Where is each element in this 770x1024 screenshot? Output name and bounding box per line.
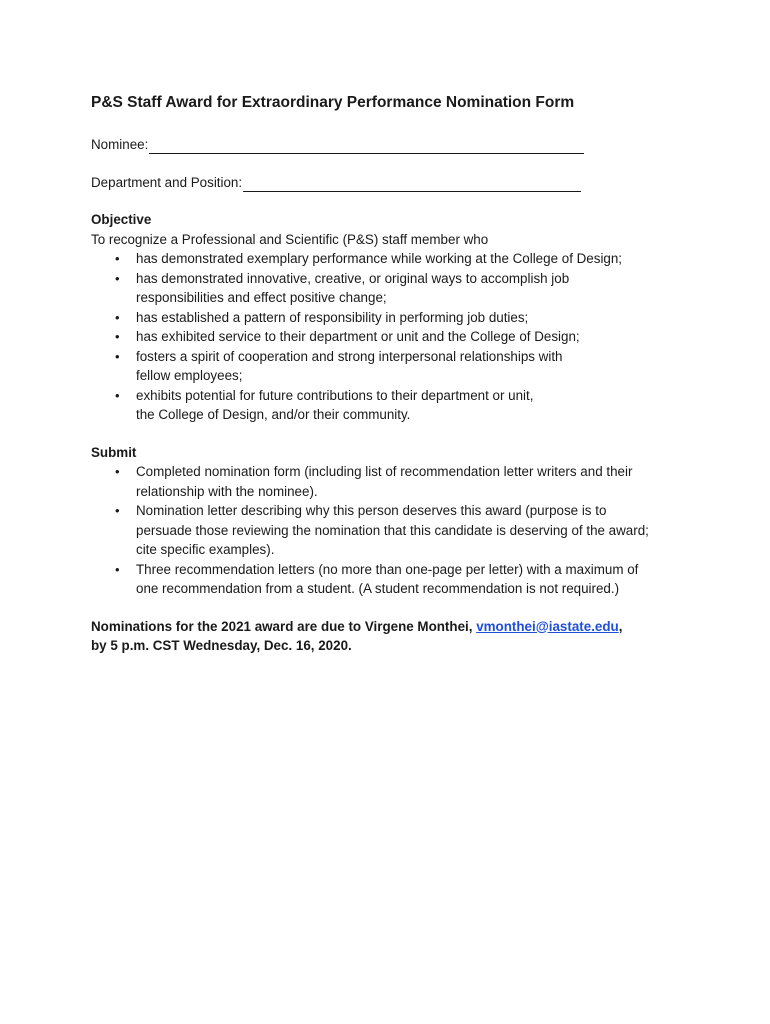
submit-item xyxy=(91,560,691,599)
deadline-line-1 xyxy=(91,617,691,637)
deadline-prefix: Nominations for the 2021 award are due to Virgene Monthei, xyxy=(91,618,477,634)
nominee-field xyxy=(91,134,691,154)
objective-item-line: responsibilities and effect positive change; xyxy=(136,290,387,305)
deadline-line-2: by 5 p.m. CST Wednesday, Dec. 16, 2020. xyxy=(91,638,352,653)
deadline-suffix: , xyxy=(618,618,623,634)
submit-item-line: one recommendation from a student. (A student recommendation is not required.) xyxy=(136,581,620,596)
objective-item-line: • fosters a spirit of cooperation and strong interpersonal relationships with xyxy=(136,348,563,364)
submit-item xyxy=(91,462,691,501)
objective-heading: Objective xyxy=(91,212,152,227)
objective-item xyxy=(91,269,691,308)
objective-item-line: • has established a pattern of responsibility in performing job duties; xyxy=(136,309,529,325)
objective-item xyxy=(91,386,691,425)
submit-item-line: • Nomination letter describing why this person deserves this award (purpose is to xyxy=(136,503,607,518)
submit-item-line: cite specific examples). xyxy=(136,542,275,557)
objective-item-line: • has demonstrated innovative, creative, or original ways to accomplish job xyxy=(136,270,570,286)
submit-item xyxy=(91,501,691,560)
submit-item-line: persuade those reviewing the nomination that this candidate is deserving of the award; xyxy=(136,522,649,538)
deadline-notice xyxy=(91,617,691,656)
objective-item-line: • has exhibited service to their department or unit and the College of Design; xyxy=(136,329,580,344)
objective-item-line: the College of Design, and/or their community. xyxy=(136,407,411,422)
document-page xyxy=(91,92,691,656)
submit-heading: Submit xyxy=(91,444,137,460)
submit-item-line: relationship with the nominee). xyxy=(136,483,318,499)
objective-item xyxy=(91,308,691,328)
submit-item-line: • Completed nomination form (including list of recommendation letter writers and their xyxy=(136,464,633,479)
nominee-label: Nominee: xyxy=(91,136,149,152)
objective-section xyxy=(91,210,691,425)
objective-item xyxy=(91,327,691,347)
nominee-blank-line[interactable] xyxy=(149,139,584,154)
form-title: P&S Staff Award for Extraordinary Performance Nomination Form xyxy=(91,94,575,111)
objective-item xyxy=(91,347,691,386)
submit-section xyxy=(91,443,691,599)
department-label: Department and Position: xyxy=(91,174,243,190)
submit-list xyxy=(91,462,691,599)
objective-item xyxy=(91,249,691,269)
objective-item-line: • exhibits potential for future contributions to their department or unit, xyxy=(136,387,534,403)
department-blank-line[interactable] xyxy=(243,177,581,192)
contact-email-link[interactable]: vmonthei@iastate.edu xyxy=(476,618,619,634)
objective-list xyxy=(91,249,691,425)
objective-item-line: • has demonstrated exemplary performance while working at the College of Design; xyxy=(136,251,623,266)
objective-intro: To recognize a Professional and Scientific (P&S) staff member who xyxy=(91,231,489,247)
department-field xyxy=(91,172,691,192)
submit-item-line: • Three recommendation letters (no more than one-page per letter) with a maximum of xyxy=(136,561,639,577)
objective-item-line: fellow employees; xyxy=(136,368,243,383)
